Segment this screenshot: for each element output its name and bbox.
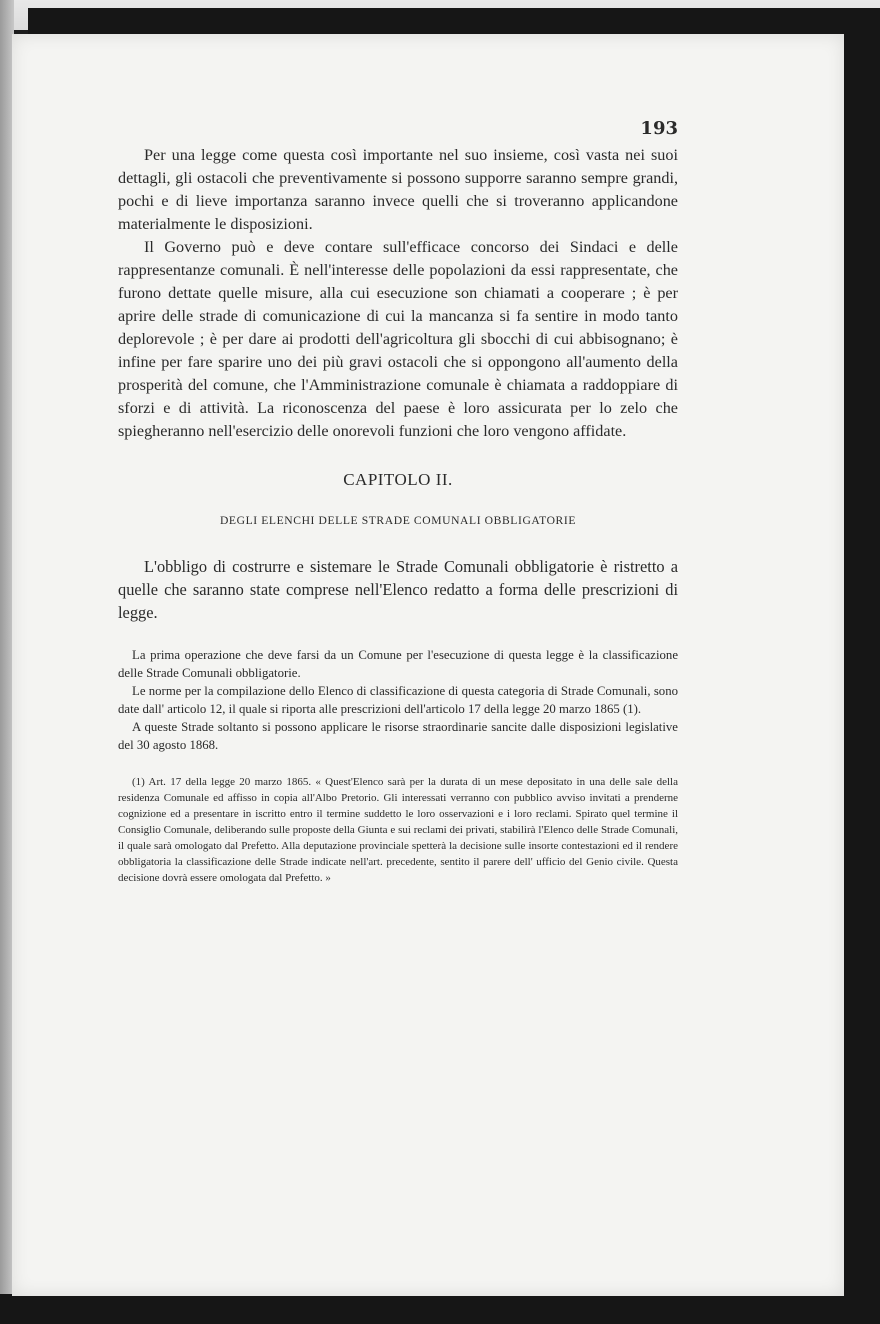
footnote-text: (1) Art. 17 della legge 20 marzo 1865. « Quest'Elenco sarà per la durata di un mese depositato in una delle sale della residenza Comunale ed affisso in copia all'Albo Pretorio. Gli interessati verranno con pubblico avviso invitati a prenderne cognizione ed a presentare in iscritto entro il termine suddetto le loro osservazioni e i loro reclami. Spirato quel termine il Consiglio Comunale, deliberando sulle proposte della Giunta e sui reclami dei privati, stabilirà l'Elenco delle Strade Comunali, il quale sarà omologato dal Prefetto. Alla deputazione provinciale spetterà la decisione sulle insorte contestazioni ed il rendere obbligatoria la classificazione delle Strade indicate nell'art. precedente, sentito il parere dell' ufficio del Genio civile. Questa decisione dovrà essere omologata dal Prefetto. » — [118, 776, 678, 884]
lead-paragraph: L'obbligo di costrurre e sistemare le Strade Comunali obbligatorie è ristretto a quelle che saranno state comprese nell'Elenco redatto a forma delle prescrizioni di legge. — [118, 557, 678, 622]
footnote — [118, 774, 678, 886]
body-text — [118, 144, 678, 443]
commentary-notes — [118, 646, 678, 754]
chapter-title: CAPITOLO II. — [343, 470, 453, 489]
chapter-lead — [118, 555, 678, 624]
scan-top-border — [28, 8, 880, 36]
note-paragraph: La prima operazione che deve farsi da un Comune per l'esecuzione di questa legge è la classificazione delle Strade Comunali obbligatorie. — [118, 648, 678, 680]
body-paragraph: Il Governo può e deve contare sull'efficace concorso dei Sindaci e delle rappresentanze comunali. È nell'interesse delle popolazioni da essi rappresentate, che furono dettate quelle misure, alla cui esecuzione son chiamati a cooperare ; è per aprire delle strade di comunicazione di cui la mancanza si fa sentire in modo tanto deplorevole ; è per dare ai prodotti dell'agricoltura gli sbocchi di cui abbisognano; è infine per fare sparire uno dei più gravi ostacoli che si oppongono all'aumento della prosperità del comune, che l'Amministrazione comunale è chiamata a raddoppiare di sforzi e di attività. La riconoscenza del paese è loro assicurata per lo zelo che spiegheranno nell'esercizio delle onorevoli funzioni che loro vengono affidate. — [118, 238, 678, 440]
page-number: 193 — [640, 118, 678, 139]
note-paragraph: A queste Strade soltanto si possono applicare le risorse straordinarie sancite dalle disposizioni legislative del 30 agosto 1868. — [118, 720, 678, 752]
scan-bottom-border — [0, 1294, 880, 1324]
book-page — [12, 34, 844, 1296]
page-content — [118, 118, 678, 886]
body-paragraph: Per una legge come questa così importante nel suo insieme, così vasta nei suoi dettagli, gli ostacoli che preventivamente si possono supporre saranno sempre grandi, pochi e di lieve importanza saranno invece quelli che si troveranno applicandone materialmente le disposizioni. — [118, 146, 678, 233]
chapter-subtitle: DEGLI ELENCHI DELLE STRADE COMUNALI OBBLIGATORIE — [219, 514, 577, 527]
note-paragraph: Le norme per la compilazione dello Elenco di classificazione di questa categoria di Strade Comunali, sono date dall' articolo 12, il quale si riporta alle prescrizioni dell'articolo 17 della legge 20 marzo 1865 (1). — [118, 684, 678, 716]
scan-right-border — [844, 8, 880, 1324]
